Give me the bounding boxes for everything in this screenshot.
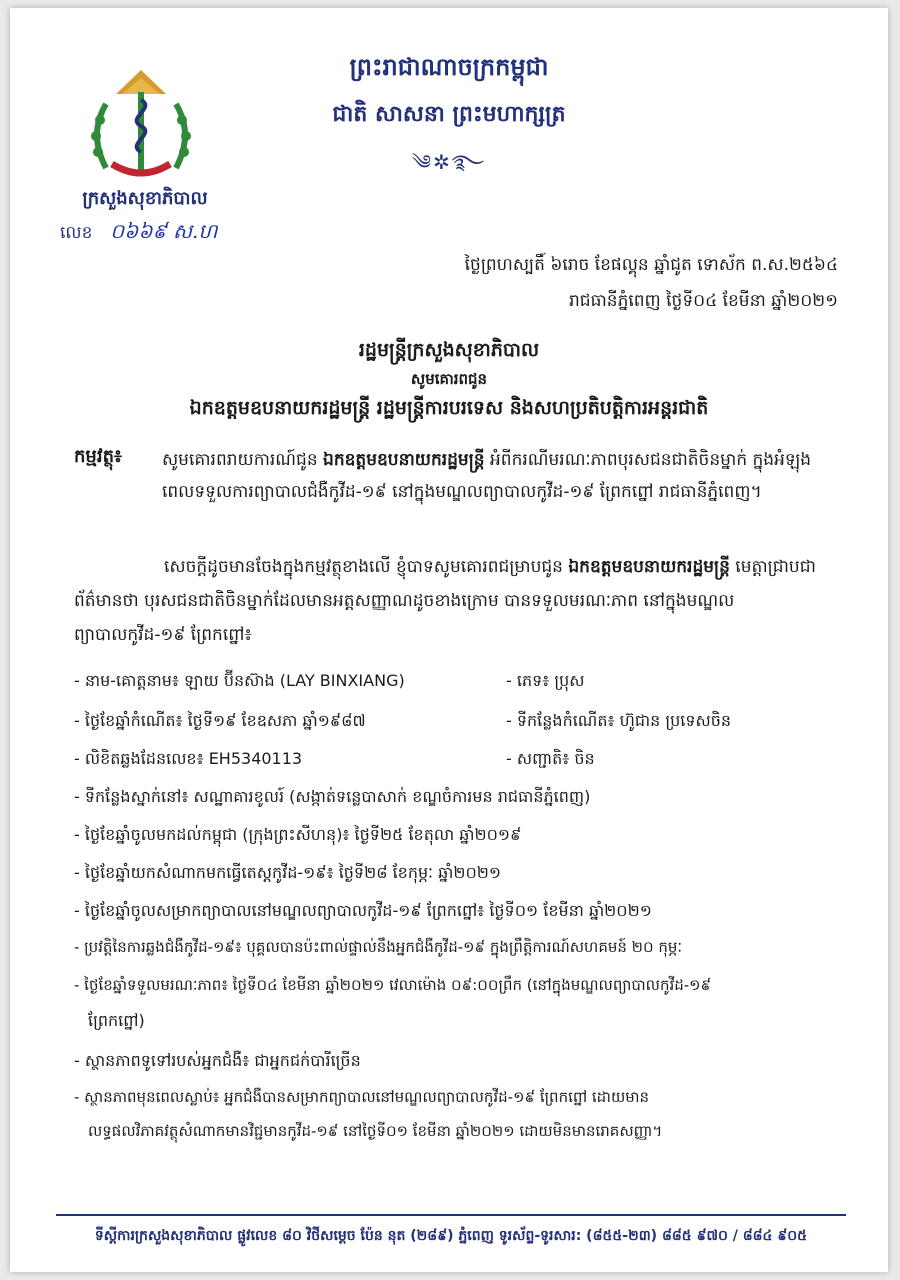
- sun-rays-icon: [116, 70, 166, 94]
- subject-label: កម្មវត្ថុ៖: [74, 446, 122, 467]
- recipient-title: ឯកឧត្តមឧបនាយករដ្ឋមន្ត្រី រដ្ឋមន្ត្រីការបរទេស និងសហប្រតិបត្តិការអន្តរជាតិ: [189, 397, 709, 419]
- detail-nationality: - សញ្ជាតិ៖ ចិន: [506, 749, 595, 768]
- detail-arrival: - ថ្ងៃខែឆ្នាំចូលមកដល់កម្ពុជា (ក្រុងព្រះសីហនុ)៖ ថ្ងៃទី២៥ ខែតុលា ឆ្នាំ២០១៩: [74, 825, 522, 844]
- detail-residence: - ទីកន្លែងស្នាក់នៅ៖ សណ្ឋាគារខូលរ៍ (សង្កាត់ទន្លេបាសាក់ ខណ្ឌចំការមន រាជធានីភ្នំពេញ): [74, 787, 591, 806]
- ministry-name: ក្រសួងសុខាភិបាល: [82, 188, 208, 209]
- detail-before-death-cont: លទ្ធផលវិភាគវត្ថុសំណាកមានវិជ្ជមានកូវីដ-១៩ នៅថ្ងៃទី០១ ខែមីនា ឆ្នាំ២០២១ ដោយមិនមានរោគសញ្ញា។: [88, 1122, 663, 1140]
- ornament-divider: ༄✲࿐: [411, 150, 487, 174]
- detail-admission: - ថ្ងៃខែឆ្នាំចូលសម្រាកព្យាបាលនៅមណ្ឌលព្យាបាលកូវីដ-១៩ ព្រែកព្នៅ៖ ថ្ងៃទី០១ ខែមីនា ឆ្នាំ២០២១: [74, 901, 652, 920]
- reference-number: ០៦៦៩ ស.ហ: [110, 219, 218, 243]
- intro-recipient: ឯកឧត្តមឧបនាយករដ្ឋមន្ត្រី: [568, 557, 730, 577]
- detail-before-death: - ស្ថានភាពមុនពេលស្លាប់៖ អ្នកជំងឺបានសម្រាកព្យាបាលនៅមណ្ឌលព្យាបាលកូវីដ-១៩ ព្រែកព្នៅ ដោយមាន: [74, 1088, 650, 1106]
- footer-divider: [56, 1214, 846, 1216]
- subject-text: [162, 444, 842, 508]
- respectfully-to: សូមគោរពជូន: [410, 370, 488, 388]
- detail-condition: - ស្ថានភាពទូទៅរបស់អ្នកជំងឺ៖ ជាអ្នកជក់បារីច្រើន: [74, 1051, 361, 1070]
- detail-death: - ថ្ងៃខែឆ្នាំទទួលមរណៈភាព៖ ថ្ងៃទី០៤ ខែមីនា ឆ្នាំ២០២១ វេលាម៉ោង ០៩:០០ព្រឹក (នៅក្នុងមណ្ឌលព្យាបាលកូវីដ-១៩: [74, 976, 712, 994]
- detail-passport: - លិខិតឆ្លងដែនលេខ៖ EH5340113: [74, 749, 303, 768]
- intro-paragraph: [74, 550, 844, 652]
- reference-label: លេខ: [60, 223, 93, 243]
- lunar-date: ថ្ងៃព្រហស្បតិ៍ ៦រោច ខែផល្គុន ឆ្នាំជូត ទោស័ក ព.ស.២៥៦៤: [464, 255, 838, 275]
- subject-recipient: ឯកឧត្តមឧបនាយករដ្ឋមន្ត្រី: [323, 450, 485, 470]
- detail-death-cont: ព្រែកព្នៅ): [88, 1011, 145, 1030]
- detail-name: - នាម-គោត្តនាម៖ ឡាយ ប៊ីនស៊ាង (LAY BINXIANG): [74, 671, 405, 690]
- detail-dob: - ថ្ងៃខែឆ្នាំកំណើត៖ ថ្ងៃទី១៩ ខែឧសភា ឆ្នាំ១៩៨៧: [74, 711, 366, 730]
- detail-sex: - ភេទ៖ ប្រុស: [506, 671, 585, 690]
- detail-test-date: - ថ្ងៃខែឆ្នាំយកសំណាកមកធ្វើតេស្តកូវីដ-១៩៖ ថ្ងៃទី២៨ ខែកុម្ភៈ ឆ្នាំ២០២១: [74, 863, 502, 882]
- footer-address: ទីស្តីការក្រសួងសុខាភិបាល ផ្លូវលេខ ៨០ វិថីសម្តេច ប៉ែន នុត (២៨៩) ភ្នំពេញ ទូរស័ព្ទ-ទូរសារ: (៨៥៥-២៣) ៨៨៥ ៩៧០ / ៨៨៤ ៩០៥: [94, 1228, 808, 1244]
- intro-body: មេត្តាជ្រាបជាព័ត៌មានថា បុរសជនជាតិចិនម្នាក់ដែលមានអត្តសញ្ញាណដូចខាងក្រោម បានទទួលមរណៈភាព នៅក្នុងមណ្ឌលព្យាបាលកូវីដ-១៩ ព្រែកព្នៅ៖: [74, 557, 816, 645]
- national-motto: ជាតិ សាសនា ព្រះមហាក្សត្រ: [332, 102, 566, 127]
- letter-page: [10, 8, 888, 1272]
- kingdom-title: ព្រះរាជាណាចក្រកម្ពុជា: [349, 53, 549, 81]
- detail-pob: - ទីកន្លែងកំណើត៖ ហ៊ូជាន ប្រទេសចិន: [506, 711, 732, 730]
- solar-date: រាជធានីភ្នំពេញ ថ្ងៃទី០៤ ខែមីនា ឆ្នាំ២០២១: [569, 291, 838, 311]
- subject-lead: សូមគោរពរាយការណ៍ជូន: [162, 450, 318, 470]
- staff-of-asclepius-icon: [137, 92, 146, 170]
- subject-body: អំពីករណីមរណៈភាពបុរសជនជាតិចិនម្នាក់ ក្នុងអំឡុងពេលទទួលការព្យាបាលជំងឺកូវីដ-១៩ នៅក្នុងមណ្ឌលព្យាបាលកូវីដ-១៩ ព្រែកព្នៅ រាជធានីភ្នំពេញ។: [162, 450, 812, 502]
- sender-title: រដ្ឋមន្ត្រីក្រសួងសុខាភិបាល: [358, 339, 540, 361]
- intro-lead: សេចក្តីដូចមានចែងក្នុងកម្មវត្ថុខាងលើ ខ្ញុំបាទសូមគោរពជម្រាបជូន: [164, 557, 569, 577]
- detail-infection-history: - ប្រវត្តិនៃការឆ្លងជំងឺកូវីដ-១៩៖ បុគ្គលបានប៉ះពាល់ផ្ទាល់នឹងអ្នកជំងឺកូវីដ-១៩ ក្នុងព្រឹត្តិការណ៍សហគមន៍ ២០ កុម្ភៈ: [74, 938, 683, 956]
- ministry-logo: [76, 64, 206, 194]
